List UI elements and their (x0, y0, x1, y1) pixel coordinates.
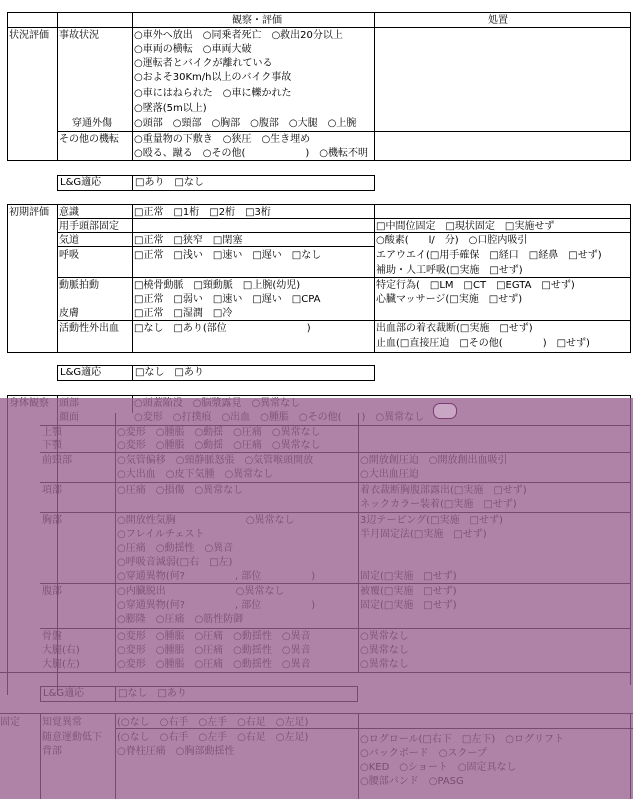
lg-label: L&G適応 (60, 367, 102, 378)
other-label: その他の機転 (59, 134, 119, 145)
initial-row-tx[interactable]: □中間位固定 □現状固定 □実施せず (376, 221, 555, 232)
lg-box-situation (57, 175, 375, 191)
accident-line: ○車外へ放出 ○同乗者死亡 ○救出20分以上 (134, 30, 343, 41)
accident-line: ○およそ30Km/h以上のバイク事故 (134, 72, 292, 83)
initial-row-label: 皮膚 (59, 308, 79, 319)
initial-row-label: 意識 (59, 207, 79, 218)
header-treatment: 処置 (488, 15, 508, 26)
accident-line: ○頭部 ○頸部 ○胸部 ○腹部 ○大腿 ○上腕 (134, 118, 357, 129)
initial-section-label: 初期評価 (9, 207, 49, 218)
stamp-icon (433, 403, 457, 419)
selection-overlay (0, 398, 633, 799)
accident-label: 事故状況 (59, 30, 99, 41)
accident-line: ○車両の横転 ○車両大破 (134, 44, 252, 55)
initial-row-tx[interactable]: エアウエイ(□用手確保 □経口 □経鼻 □せず) (376, 250, 602, 261)
header-observation: 観察・評価 (232, 15, 282, 26)
lg-box-initial (57, 365, 375, 381)
initial-row-obs[interactable]: □正常 □狭窄 □閉塞 (134, 235, 243, 246)
initial-row-tx[interactable]: 特定行為( □LM □CT □EGTA □せず) (376, 280, 575, 291)
penetrating-label: 穿通外傷 (72, 118, 112, 129)
initial-row-tx[interactable]: 出血部の着衣裁断(□実施 □せず) (376, 323, 533, 334)
lg-value[interactable]: □なし □あり (135, 367, 204, 378)
accident-line: ○車にはねられた ○車に轢かれた (134, 88, 292, 99)
accident-line: ○運転者とバイクが離れている (134, 58, 273, 69)
initial-row-tx[interactable]: 補助・人工呼吸(□実施 □せず) (376, 265, 523, 276)
accident-line: ○墜落(5m以上) (134, 103, 207, 114)
initial-row-label: 呼吸 (59, 250, 79, 261)
initial-row-obs[interactable]: □正常 □1桁 □2桁 □3桁 (134, 207, 271, 218)
initial-row-label: 用手頭部固定 (59, 221, 119, 232)
other-line: ○殴る、蹴る ○その他( ) ○機転不明 (134, 148, 368, 159)
initial-row-tx[interactable]: 止血(□直接圧迫 □その他( ) □せず) (376, 338, 590, 349)
initial-row-obs[interactable]: □正常 □弱い □速い □遅い □CPA (134, 294, 321, 305)
initial-row-tx[interactable]: 心臓マッサージ(□実施 □せず) (376, 294, 523, 305)
other-line: ○重量物の下敷き ○狭圧 ○生き埋め (134, 134, 311, 145)
lg-label: L&G適応 (60, 177, 102, 188)
lg-value[interactable]: □あり □なし (135, 177, 204, 188)
initial-row-tx[interactable]: ○酸素( l/ 分) ○口腔内吸引 (376, 235, 528, 246)
initial-row-obs[interactable]: □正常 □湿潤 □冷 (134, 308, 233, 319)
initial-row-label: 活動性外出血 (59, 323, 119, 334)
initial-row-obs[interactable]: □なし □あり(部位 ) (134, 323, 311, 334)
situation-section-label: 状況評価 (9, 30, 49, 41)
initial-row-label: 気道 (59, 235, 79, 246)
initial-row-label: 動脈拍動 (59, 280, 99, 291)
initial-row-obs[interactable]: □正常 □浅い □速い □遅い □なし (134, 250, 322, 261)
initial-row-obs[interactable]: □橈骨動脈 □頸動脈 □上腕(幼児) (134, 280, 301, 291)
